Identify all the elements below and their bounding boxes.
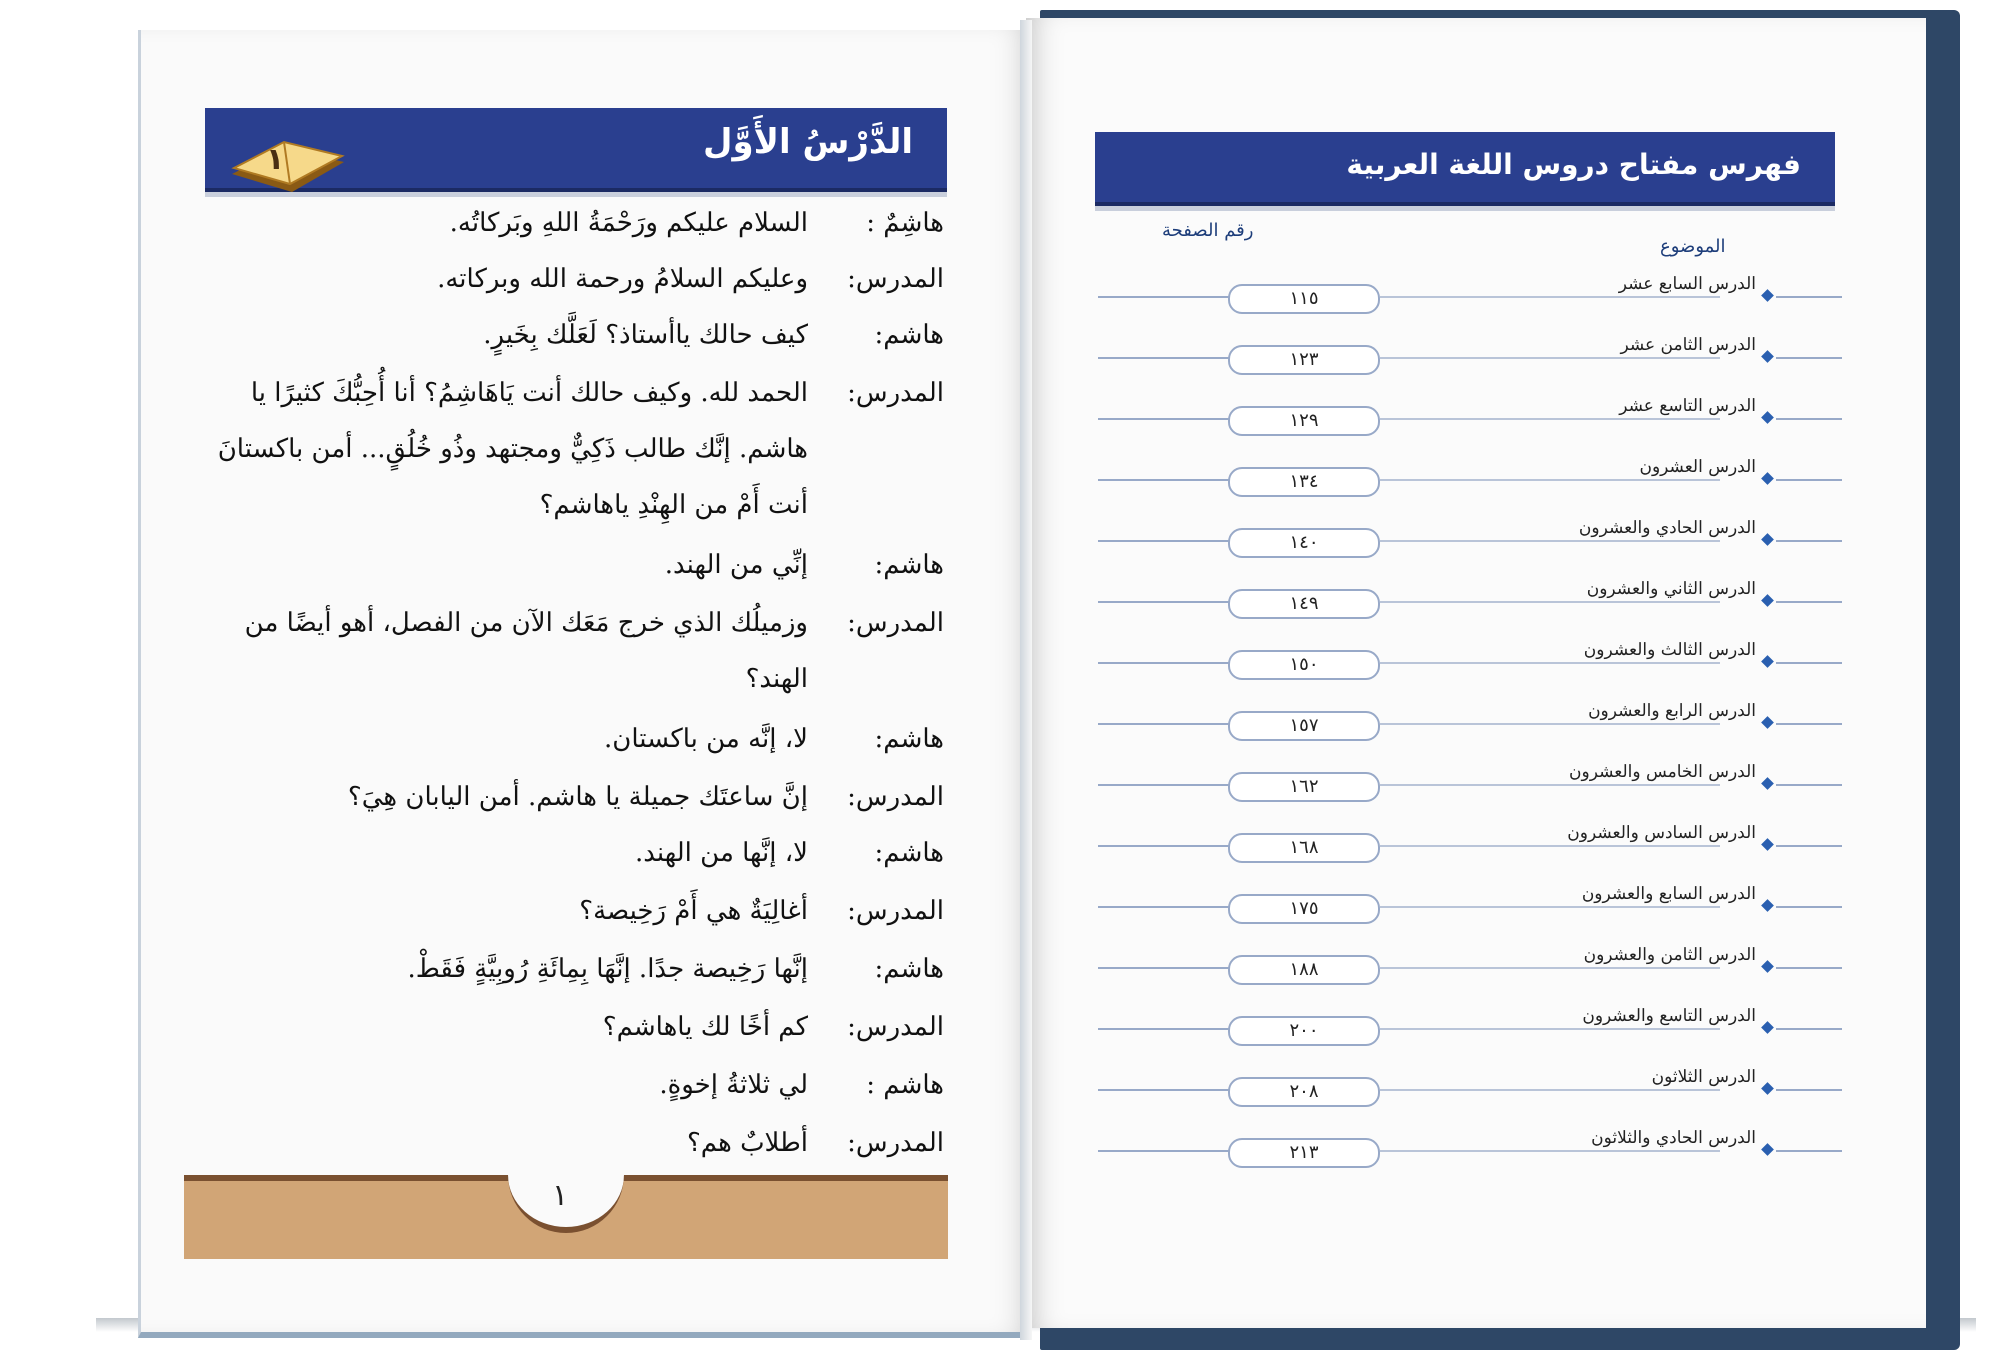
index-topic: الدرس الثلاثون: [1651, 1067, 1756, 1087]
index-topic: الدرس الثالث والعشرون: [1583, 640, 1756, 660]
dialogue-text: الهند؟: [745, 664, 808, 694]
leader-line: [1098, 357, 1238, 359]
dialogue-speaker: هاشم:: [874, 320, 944, 350]
dialogue-speaker: هاشم:: [874, 954, 944, 984]
leader-line: [1098, 296, 1238, 298]
leader-line: [1380, 784, 1720, 786]
leader-line: [1098, 479, 1238, 481]
leader-line: [1380, 967, 1720, 969]
index-entry: [1098, 1067, 1842, 1102]
dialogue-speaker: المدرس:: [847, 782, 944, 812]
leader-line: [1380, 1028, 1720, 1030]
bullet-diamond-icon: [1761, 1143, 1774, 1156]
leader-line: [1380, 723, 1720, 725]
dialogue-line: [200, 550, 944, 606]
leader-line: [1380, 296, 1720, 298]
leader-line: [1776, 479, 1842, 481]
dialogue-speaker: هاشم:: [874, 838, 944, 868]
dialogue-text: الحمد لله. وكيف حالك أنت يَاهَاشِمُ؟ أنا أُحِبُّكَ كثيرًا يا: [250, 378, 808, 408]
bullet-diamond-icon: [1761, 655, 1774, 668]
index-entry: [1098, 579, 1842, 614]
index-topic: الدرس الثامن عشر: [1620, 335, 1756, 355]
dialogue-line: [200, 1070, 944, 1126]
dialogue-line: [200, 608, 944, 664]
index-entry: [1098, 335, 1842, 370]
dialogue-text: هاشم. إنَّك طالب ذَكِيٌّ ومجتهد وذُو خُلُقٍ... أمن باكستانَ: [217, 434, 808, 464]
index-page-number: ١٣٤: [1228, 467, 1380, 497]
dialogue-speaker: المدرس:: [847, 264, 944, 294]
leader-line: [1098, 1089, 1238, 1091]
index-topic: الدرس الخامس والعشرون: [1569, 762, 1756, 782]
leader-line: [1776, 723, 1842, 725]
leader-line: [1380, 906, 1720, 908]
leader-line: [1776, 906, 1842, 908]
index-page-number: ١٥٧: [1228, 711, 1380, 741]
index-topic: الدرس الحادي والعشرون: [1578, 518, 1756, 538]
index-page-number: ٢٠٠: [1228, 1016, 1380, 1046]
dialogue-line: [200, 664, 944, 720]
leader-line: [1098, 784, 1238, 786]
book-spine: [1020, 20, 1032, 1340]
dialogue-text: وزميلُك الذي خرج مَعَك الآن من الفصل، أهو أيضًا من: [244, 608, 808, 638]
leader-line: [1098, 906, 1238, 908]
index-page-number: ١٢٩: [1228, 406, 1380, 436]
dialogue-text: كم أخًا لك ياهاشم؟: [602, 1012, 808, 1042]
dialogue-text: إنَّ ساعتَك جميلة يا هاشم. أمن اليابان هِيَ؟: [347, 782, 808, 812]
dialogue-text: السلام عليكم ورَحْمَةُ اللهِ وبَركاتُه.: [449, 208, 808, 238]
dialogue-speaker: المدرس:: [847, 896, 944, 926]
dialogue-line: [200, 1012, 944, 1068]
index-topic: الدرس السادس والعشرون: [1567, 823, 1756, 843]
index-topic: الدرس السابع والعشرون: [1581, 884, 1756, 904]
leader-line: [1098, 418, 1238, 420]
dialogue-speaker: المدرس:: [847, 1012, 944, 1042]
leader-line: [1776, 1028, 1842, 1030]
dialogue-text: كيف حالك ياأستاذ؟ لَعَلَّك بِخَيرٍ.: [483, 320, 808, 350]
index-page-number: ٢١٣: [1228, 1138, 1380, 1168]
dialogue-speaker: هاشم:: [874, 550, 944, 580]
index-entry: [1098, 396, 1842, 431]
dialogue-line: [200, 490, 944, 546]
leader-line: [1380, 1089, 1720, 1091]
index-page-number: ١٧٥: [1228, 894, 1380, 924]
dialogue-text: لا، إنَّها من الهند.: [635, 838, 808, 868]
dialogue-text: لي ثلاثةُ إخوةٍ.: [659, 1070, 808, 1100]
leader-line: [1098, 540, 1238, 542]
index-entry: [1098, 457, 1842, 492]
index-topic: الدرس الثاني والعشرون: [1586, 579, 1756, 599]
leader-line: [1380, 1150, 1720, 1152]
leader-line: [1380, 845, 1720, 847]
leader-line: [1098, 662, 1238, 664]
leader-line: [1098, 967, 1238, 969]
index-entry: [1098, 274, 1842, 309]
index-page-number: ١١٥: [1228, 284, 1380, 314]
dialogue-text: أطلابٌ هم؟: [687, 1128, 808, 1158]
bullet-diamond-icon: [1761, 1082, 1774, 1095]
index-topic: الدرس العشرون: [1639, 457, 1756, 477]
bullet-diamond-icon: [1761, 838, 1774, 851]
dialogue-speaker: هاشم:: [874, 724, 944, 754]
page-number: ١: [552, 1178, 569, 1213]
index-entry: [1098, 762, 1842, 797]
dialogue-text: أنت أَمْ من الهِنْدِ ياهاشم؟: [539, 490, 808, 520]
leader-line: [1776, 662, 1842, 664]
dialogue-line: [200, 896, 944, 952]
dialogue-line: [200, 378, 944, 434]
leader-line: [1098, 723, 1238, 725]
open-book-icon: [228, 118, 348, 210]
index-entry: [1098, 640, 1842, 675]
bullet-diamond-icon: [1761, 899, 1774, 912]
index-entry: [1098, 945, 1842, 980]
leader-line: [1098, 845, 1238, 847]
index-page-number: ١٢٣: [1228, 345, 1380, 375]
leader-line: [1776, 967, 1842, 969]
leader-line: [1776, 1150, 1842, 1152]
dialogue-text: إنَّها رَخِيصة جدًا. إنَّهَا بِمِائَةِ رُوبِيَّةٍ فَقَطْ.: [407, 954, 808, 984]
dialogue-speaker: هاشم :: [866, 1070, 944, 1100]
index-topic: الدرس الثامن والعشرون: [1583, 945, 1756, 965]
dialogue-text: وعليكم السلامُ ورحمة الله وبركاته.: [437, 264, 808, 294]
leader-line: [1776, 784, 1842, 786]
index-entry: [1098, 884, 1842, 919]
leader-line: [1776, 357, 1842, 359]
bullet-diamond-icon: [1761, 289, 1774, 302]
dialogue-line: [200, 264, 944, 320]
index-page-number: ١٦٢: [1228, 772, 1380, 802]
dialogue-line: [200, 724, 944, 780]
bullet-diamond-icon: [1761, 777, 1774, 790]
dialogue-text: إنِّي من الهند.: [664, 550, 808, 580]
index-entry: [1098, 1128, 1842, 1163]
leader-line: [1776, 845, 1842, 847]
dialogue-line: [200, 208, 944, 264]
bullet-diamond-icon: [1761, 472, 1774, 485]
bullet-diamond-icon: [1761, 411, 1774, 424]
bullet-diamond-icon: [1761, 350, 1774, 363]
dialogue-text: لا، إنَّه من باكستان.: [604, 724, 808, 754]
bullet-diamond-icon: [1761, 533, 1774, 546]
leader-line: [1380, 540, 1720, 542]
dialogue-speaker: هاشِمٌ :: [866, 208, 944, 238]
index-page-number: ١٤٩: [1228, 589, 1380, 619]
leader-line: [1098, 601, 1238, 603]
index-entry: [1098, 518, 1842, 553]
index-title: فهرس مفتاح دروس اللغة العربية: [1346, 148, 1801, 181]
index-topic: الدرس التاسع والعشرون: [1582, 1006, 1756, 1026]
dialogue-line: [200, 838, 944, 894]
leader-line: [1098, 1028, 1238, 1030]
leader-line: [1380, 479, 1720, 481]
lesson-badge-number: ١: [266, 142, 285, 177]
index-page-number: ١٦٨: [1228, 833, 1380, 863]
lesson-title: الدَّرْسُ الأَوَّل: [703, 122, 913, 162]
bullet-diamond-icon: [1761, 716, 1774, 729]
leader-line: [1380, 418, 1720, 420]
index-entry: [1098, 1006, 1842, 1041]
index-page-number: ١٨٨: [1228, 955, 1380, 985]
leader-line: [1776, 418, 1842, 420]
index-page-number: ١٤٠: [1228, 528, 1380, 558]
index-entry: [1098, 823, 1842, 858]
dialogue-line: [200, 954, 944, 1010]
leader-line: [1776, 296, 1842, 298]
index-title-banner: [1095, 132, 1835, 206]
index-entry: [1098, 701, 1842, 736]
leader-line: [1776, 1089, 1842, 1091]
column-header-topic: الموضوع: [1660, 236, 1726, 257]
dialogue-speaker: المدرس:: [847, 608, 944, 638]
leader-line: [1776, 601, 1842, 603]
bullet-diamond-icon: [1761, 1021, 1774, 1034]
dialogue-line: [200, 434, 944, 490]
index-topic: الدرس الحادي والثلاثون: [1591, 1128, 1756, 1148]
dialogue-speaker: المدرس:: [847, 378, 944, 408]
column-header-page: رقم الصفحة: [1162, 220, 1254, 241]
leader-line: [1098, 1150, 1238, 1152]
index-page-number: ١٥٠: [1228, 650, 1380, 680]
leader-line: [1380, 357, 1720, 359]
dialogue-text: أغالِيَةٌ هي أَمْ رَخِيصة؟: [579, 896, 808, 926]
index-page-number: ٢٠٨: [1228, 1077, 1380, 1107]
bullet-diamond-icon: [1761, 960, 1774, 973]
dialogue-speaker: المدرس:: [847, 1128, 944, 1158]
index-topic: الدرس التاسع عشر: [1619, 396, 1756, 416]
leader-line: [1380, 662, 1720, 664]
dialogue-line: [200, 782, 944, 838]
leader-line: [1776, 540, 1842, 542]
index-topic: الدرس السابع عشر: [1618, 274, 1756, 294]
dialogue-line: [200, 320, 944, 376]
bullet-diamond-icon: [1761, 594, 1774, 607]
index-topic: الدرس الرابع والعشرون: [1588, 701, 1756, 721]
leader-line: [1380, 601, 1720, 603]
